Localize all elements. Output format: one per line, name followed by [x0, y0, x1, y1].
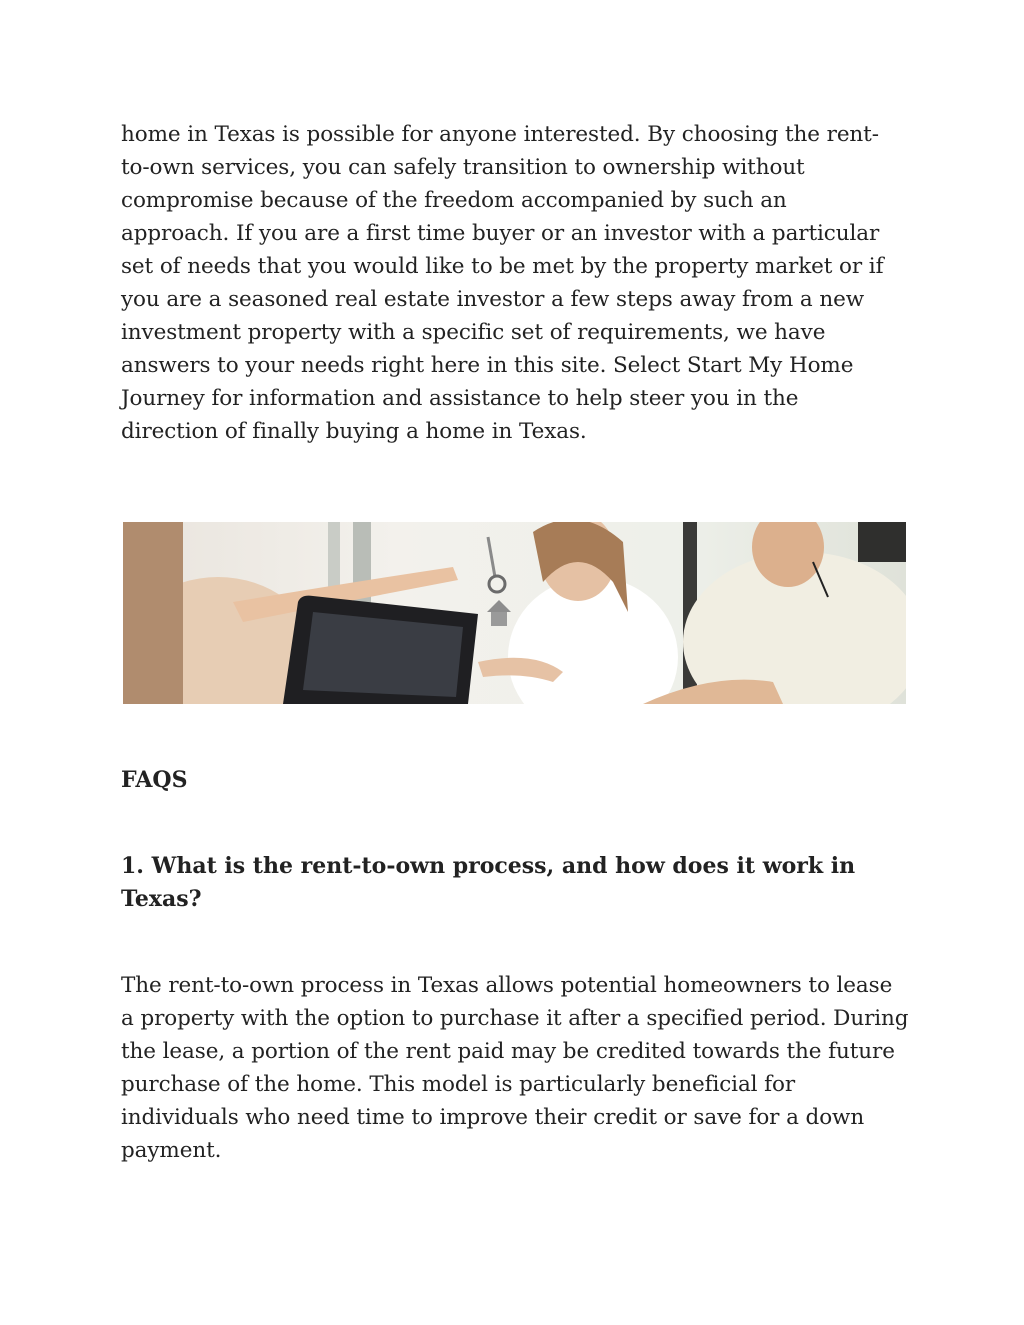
keys-handover-photo — [123, 522, 906, 704]
document-body — [121, 118, 911, 448]
faq-answer-block — [121, 969, 911, 1167]
faq-answer: The rent-to-own process in Texas allows potential homeowners to lease a property with the option to purchase it after a specified period. During the lease, a portion of the rent paid may be credited towards the future purchase of the home. This model is particularly beneficial for individuals who need time to improve their credit or save for a down payment. — [121, 973, 909, 1163]
faq-heading: FAQS — [121, 767, 188, 793]
intro-paragraph: home in Texas is possible for anyone interested. By choosing the rent-to-own services, you can safely transition to ownership without compromise because of the freedom accompanied by such an approach. If you are a first time buyer or an investor with a particular set of needs that you would like to be met by the property market or if you are a seasoned real estate investor a few steps away from a new investment property with a specific set of requirements, we have answers to your needs right here in this site. Select Start My Home Journey for information and assistance to help steer you in the direction of finally buying a home in Texas. — [121, 122, 884, 444]
faq-question: 1. What is the rent-to-own process, and how does it work in Texas? — [121, 853, 856, 912]
